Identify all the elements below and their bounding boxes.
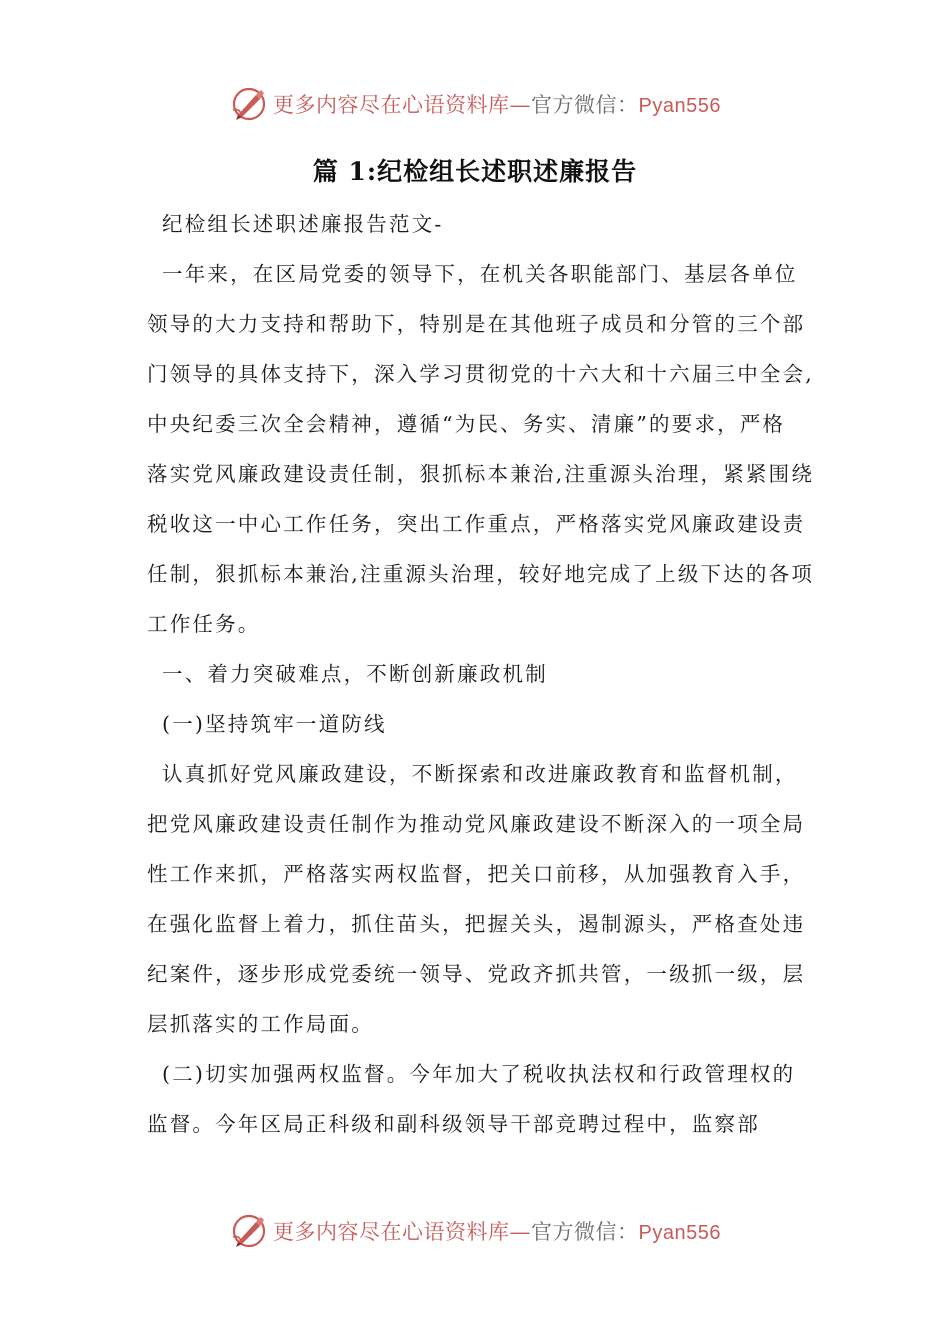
watermark-site: 更多内容尽在心语资料库: [273, 1220, 510, 1244]
watermark-account: Pyan556: [638, 1222, 721, 1244]
text-line: 任制，狠抓标本兼治,注重源头治理，较好地完成了上级下达的各项: [147, 562, 815, 586]
text-line: 纪案件，逐步形成党委统一领导、党政齐抓共管，一级抓一级，层: [147, 962, 806, 986]
watermark-dash: —: [509, 93, 532, 117]
pen-logo-icon: [229, 1211, 269, 1251]
text-line: 把党风廉政建设责任制作为推动党风廉政建设不断深入的一项全局: [147, 812, 806, 836]
text-line: 在强化监督上着力，抓住苗头，把握关头，遏制源头，严格查处违: [147, 912, 806, 936]
text-line: 中央纪委三次全会精神，遵循“为民、务实、清廉”的要求，严格: [147, 412, 786, 436]
watermark-dash: —: [509, 1220, 532, 1244]
watermark-label: 官方微信：: [531, 93, 639, 117]
text-line: 层抓落实的工作局面。: [147, 1012, 374, 1036]
footer-watermark: [0, 1209, 950, 1253]
text-line: 一年来，在区局党委的领导下，在机关各职能部门、基层各单位: [162, 262, 798, 286]
text-line: 纪检组长述职述廉报告范文-: [162, 212, 444, 236]
text-line: 监督。今年区局正科级和副科级领导干部竞聘过程中，监察部: [147, 1112, 760, 1136]
text-line: 一、着力突破难点，不断创新廉政机制: [162, 662, 548, 686]
text-line: 工作任务。: [147, 612, 261, 636]
document-body: [147, 205, 815, 1155]
text-line: 性工作来抓，严格落实两权监督，把关口前移，从加强教育入手，: [147, 862, 806, 886]
text-line: 门领导的具体支持下，深入学习贯彻党的十六大和十六届三中全会,: [147, 362, 815, 386]
text-line: 领导的大力支持和帮助下，特别是在其他班子成员和分管的三个部: [147, 312, 806, 336]
watermark-label: 官方微信：: [531, 1220, 639, 1244]
watermark-site: 更多内容尽在心语资料库: [273, 93, 510, 117]
text-line: (一)坚持筑牢一道防线: [162, 712, 387, 736]
text-line: 税收这一中心工作任务，突出工作重点，严格落实党风廉政建设责: [147, 512, 806, 536]
text-line: (二)切实加强两权监督。今年加大了税收执法权和行政管理权的: [162, 1062, 796, 1086]
header-watermark: [0, 82, 950, 126]
watermark-account: Pyan556: [638, 95, 721, 117]
document-title: 篇 1:纪检组长述职述廉报告: [312, 157, 638, 186]
text-line: 认真抓好党风廉政建设，不断探索和改进廉政教育和监督机制，: [162, 762, 798, 786]
watermark-text: [273, 89, 721, 119]
pen-logo-icon: [229, 84, 269, 124]
watermark-text: [273, 1216, 721, 1246]
text-line: 落实党风廉政建设责任制，狠抓标本兼治,注重源头治理，紧紧围绕: [147, 462, 815, 486]
